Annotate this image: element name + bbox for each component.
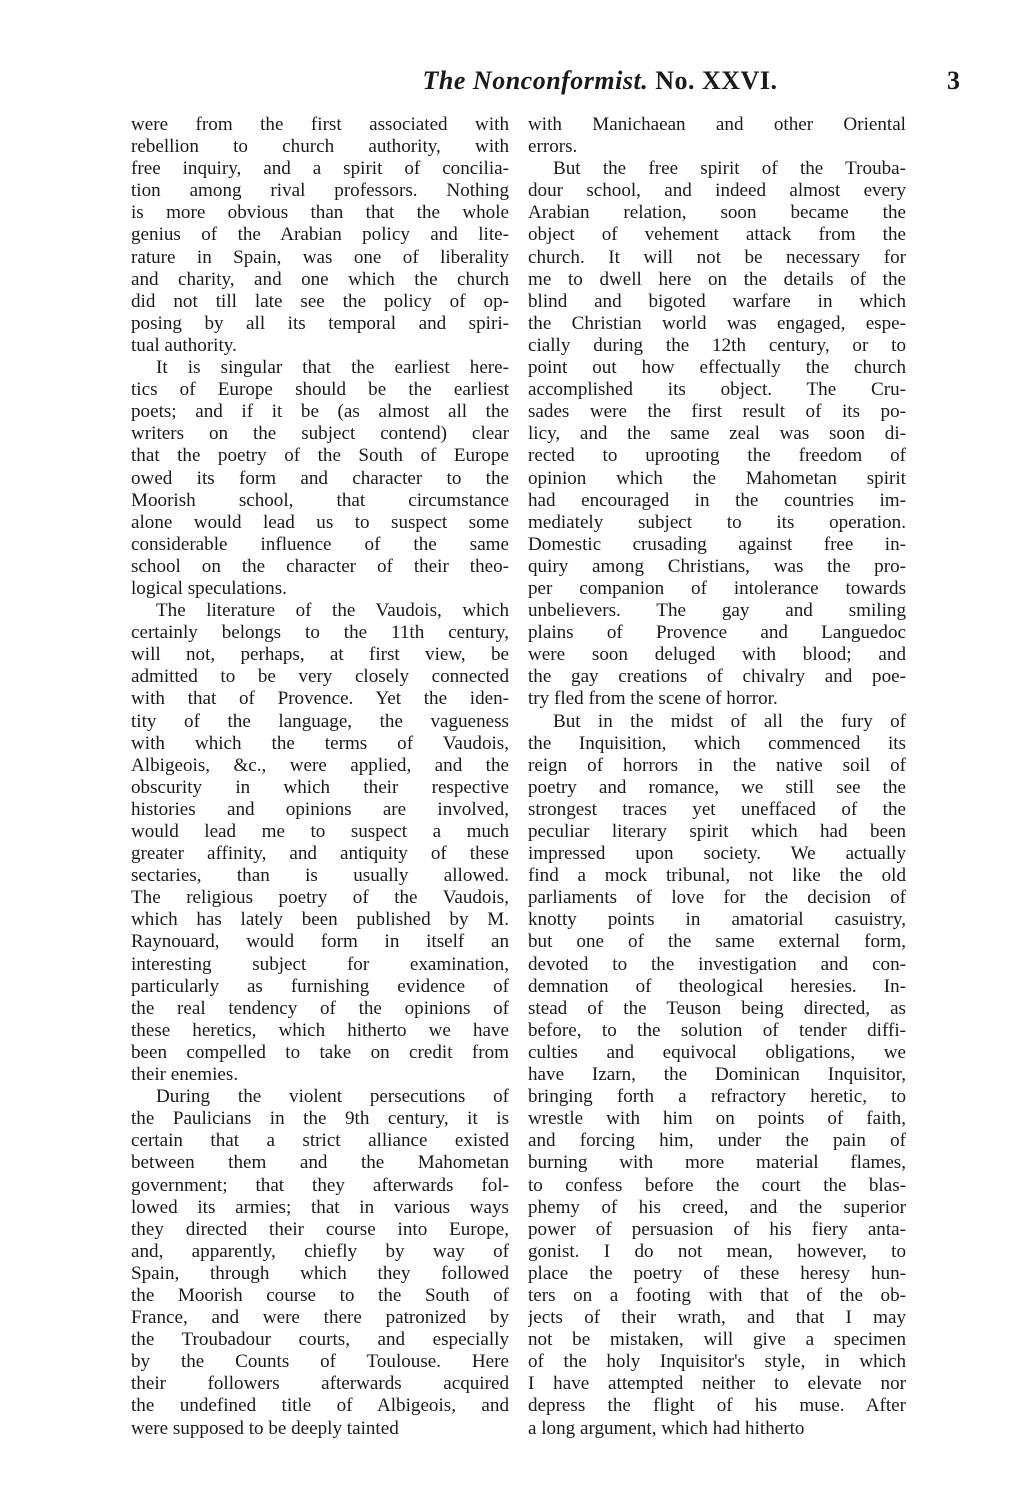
- text-line: between them and the Mahometan: [131, 1152, 509, 1174]
- text-line: Arabian relation, soon became the: [528, 202, 906, 224]
- text-line: their followers afterwards acquired: [131, 1373, 509, 1395]
- text-line: parliaments of love for the decision of: [528, 887, 906, 909]
- text-line: admitted to be very closely connected: [131, 666, 509, 688]
- text-line: posing by all its temporal and spiri-: [131, 312, 509, 334]
- text-line: poets; and if it be (as almost all the: [131, 401, 509, 423]
- text-line: unbelievers. The gay and smiling: [528, 600, 906, 622]
- text-line: tity of the language, the vagueness: [131, 710, 509, 732]
- text-line: with Manichaean and other Oriental: [528, 114, 906, 135]
- text-line: with that of Provence. Yet the iden-: [131, 688, 509, 710]
- text-line: is more obvious than that the whole: [131, 202, 509, 224]
- text-line: were soon deluged with blood; and: [528, 644, 906, 666]
- text-line: lowed its armies; that in various ways: [131, 1196, 509, 1218]
- text-line: free inquiry, and a spirit of concilia-: [131, 158, 509, 180]
- text-line: jects of their wrath, and that I may: [528, 1307, 906, 1329]
- text-line: demnation of theological heresies. In-: [528, 975, 906, 997]
- text-line: their enemies.: [131, 1064, 239, 1086]
- text-line: by the Counts of Toulouse. Here: [131, 1351, 509, 1373]
- text-line: before, to the solution of tender diffi-: [528, 1019, 906, 1041]
- text-line: France, and were there patronized by: [131, 1307, 509, 1329]
- text-line: with which the terms of Vaudois,: [131, 732, 509, 754]
- text-line: the Inquisition, which commenced its: [528, 732, 906, 754]
- text-line: errors.: [528, 136, 578, 158]
- text-line: rebellion to church authority, with: [131, 136, 509, 158]
- text-line: of the holy Inquisitor's style, in which: [528, 1351, 906, 1373]
- text-line: But the free spirit of the Trouba-: [553, 158, 906, 180]
- text-line: greater affinity, and antiquity of these: [131, 843, 509, 865]
- text-line: reign of horrors in the native soil of: [528, 754, 906, 776]
- text-line: were supposed to be deeply tainted: [131, 1417, 399, 1439]
- text-line: cially during the 12th century, or to: [528, 334, 906, 356]
- text-line: will not, perhaps, at first view, be: [131, 644, 509, 666]
- running-title: [240, 66, 960, 96]
- right-column: [528, 114, 906, 1440]
- text-line: dour school, and indeed almost every: [528, 180, 906, 202]
- text-line: the Troubadour courts, and especially: [131, 1329, 509, 1351]
- text-line: were from the first associated with: [131, 114, 509, 135]
- text-line: bringing forth a refractory heretic, to: [528, 1086, 906, 1108]
- text-line: government; that they afterwards fol-: [131, 1174, 509, 1196]
- text-line: me to dwell here on the details of the: [528, 268, 906, 290]
- text-line: the Christian world was engaged, espe-: [528, 312, 906, 334]
- text-line: school on the character of their theo-: [131, 555, 509, 577]
- text-line: which has lately been published by M.: [131, 909, 509, 931]
- text-line: not be mistaken, will give a specimen: [528, 1329, 906, 1351]
- text-line: poetry and romance, we still see the: [528, 776, 906, 798]
- text-line: and forcing him, under the pain of: [528, 1130, 906, 1152]
- text-line: strongest traces yet uneffaced of the: [528, 798, 906, 820]
- journal-title: The Nonconformist.: [422, 66, 649, 95]
- text-line: plains of Provence and Languedoc: [528, 622, 906, 644]
- issue-number: No. XXVI.: [655, 66, 778, 95]
- text-line: the real tendency of the opinions of: [131, 997, 509, 1019]
- text-line: that the poetry of the South of Europe: [131, 445, 509, 467]
- text-line: the gay creations of chivalry and poe-: [528, 666, 906, 688]
- text-line: Spain, through which they followed: [131, 1262, 509, 1284]
- text-line: these heretics, which hitherto we have: [131, 1019, 509, 1041]
- text-line: did not till late see the policy of op-: [131, 290, 509, 312]
- text-line: Domestic crusading against free in-: [528, 533, 906, 555]
- text-line: Raynouard, would form in itself an: [131, 931, 509, 953]
- text-line: alone would lead us to suspect some: [131, 511, 509, 533]
- text-line: try fled from the scene of horror.: [528, 688, 778, 710]
- text-line: been compelled to take on credit from: [131, 1041, 509, 1063]
- text-line: histories and opinions are involved,: [131, 798, 509, 820]
- text-line: the Paulicians in the 9th century, it is: [131, 1108, 509, 1130]
- text-line: but one of the same external form,: [528, 931, 906, 953]
- text-line: devoted to the investigation and con-: [528, 953, 906, 975]
- text-line: mediately subject to its operation.: [528, 511, 906, 533]
- text-line: The religious poetry of the Vaudois,: [131, 887, 509, 909]
- running-header: [130, 66, 960, 106]
- text-line: find a mock tribunal, not like the old: [528, 865, 906, 887]
- text-line: The literature of the Vaudois, which: [156, 600, 509, 622]
- text-line: Moorish school, that circumstance: [131, 489, 509, 511]
- text-line: gonist. I do not mean, however, to: [528, 1240, 906, 1262]
- text-line: stead of the Teuson being directed, as: [528, 997, 906, 1019]
- text-line: genius of the Arabian policy and lite-: [131, 224, 509, 246]
- text-line: tics of Europe should be the earliest: [131, 379, 509, 401]
- text-line: impressed upon society. We actually: [528, 843, 906, 865]
- text-line: church. It will not be necessary for: [528, 246, 906, 268]
- text-line: tual authority.: [131, 334, 237, 356]
- text-line: they directed their course into Europe,: [131, 1218, 509, 1240]
- text-line: rature in Spain, was one of liberality: [131, 246, 509, 268]
- text-line: particularly as furnishing evidence of: [131, 975, 509, 997]
- text-line: writers on the subject contend) clear: [131, 423, 509, 445]
- text-line: licy, and the same zeal was soon di-: [528, 423, 906, 445]
- text-line: logical speculations.: [131, 577, 287, 599]
- text-line: a long argument, which had hitherto: [528, 1417, 805, 1439]
- text-line: obscurity in which their respective: [131, 776, 509, 798]
- text-line: knotty points in amatorial casuistry,: [528, 909, 906, 931]
- text-line: and charity, and one which the church: [131, 268, 509, 290]
- text-line: quiry among Christians, was the pro-: [528, 555, 906, 577]
- text-line: point out how effectually the church: [528, 357, 906, 379]
- text-line: sectaries, than is usually allowed.: [131, 865, 509, 887]
- text-line: certain that a strict alliance existed: [131, 1130, 509, 1152]
- text-line: power of persuasion of his fiery anta-: [528, 1218, 906, 1240]
- text-line: burning with more material flames,: [528, 1152, 906, 1174]
- text-line: object of vehement attack from the: [528, 224, 906, 246]
- text-line: But in the midst of all the fury of: [553, 710, 906, 732]
- text-line: depress the flight of his muse. After: [528, 1395, 906, 1417]
- text-line: certainly belongs to the 11th century,: [131, 622, 509, 644]
- text-line: accomplished its object. The Cru-: [528, 379, 906, 401]
- text-line: ters on a footing with that of the ob-: [528, 1284, 906, 1306]
- text-line: had encouraged in the countries im-: [528, 489, 906, 511]
- text-line: phemy of his creed, and the superior: [528, 1196, 906, 1218]
- text-line: blind and bigoted warfare in which: [528, 290, 906, 312]
- text-line: culties and equivocal obligations, we: [528, 1041, 906, 1063]
- text-line: I have attempted neither to elevate nor: [528, 1373, 906, 1395]
- text-line: During the violent persecutions of: [156, 1086, 509, 1108]
- text-line: It is singular that the earliest here-: [156, 357, 509, 379]
- text-line: Albigeois, &c., were applied, and the: [131, 754, 509, 776]
- text-line: the Moorish course to the South of: [131, 1284, 509, 1306]
- left-column: [131, 114, 509, 1440]
- text-line: opinion which the Mahometan spirit: [528, 467, 906, 489]
- text-line: considerable influence of the same: [131, 533, 509, 555]
- text-line: peculiar literary spirit which had been: [528, 821, 906, 842]
- text-line: owed its form and character to the: [131, 467, 509, 489]
- text-line: to confess before the court the blas-: [528, 1174, 906, 1196]
- text-line: have Izarn, the Dominican Inquisitor,: [528, 1064, 906, 1086]
- text-line: wrestle with him on points of faith,: [528, 1108, 906, 1130]
- text-line: per companion of intolerance towards: [528, 577, 906, 599]
- text-line: place the poetry of these heresy hun-: [528, 1262, 906, 1284]
- text-line: would lead me to suspect a much: [131, 821, 509, 842]
- text-line: and, apparently, chiefly by way of: [131, 1240, 509, 1262]
- page-number: 3: [947, 66, 960, 95]
- text-line: rected to uprooting the freedom of: [528, 445, 906, 467]
- text-line: sades were the first result of its po-: [528, 401, 906, 423]
- text-line: interesting subject for examination,: [131, 953, 509, 975]
- text-line: the undefined title of Albigeois, and: [131, 1395, 509, 1417]
- text-line: tion among rival professors. Nothing: [131, 180, 509, 202]
